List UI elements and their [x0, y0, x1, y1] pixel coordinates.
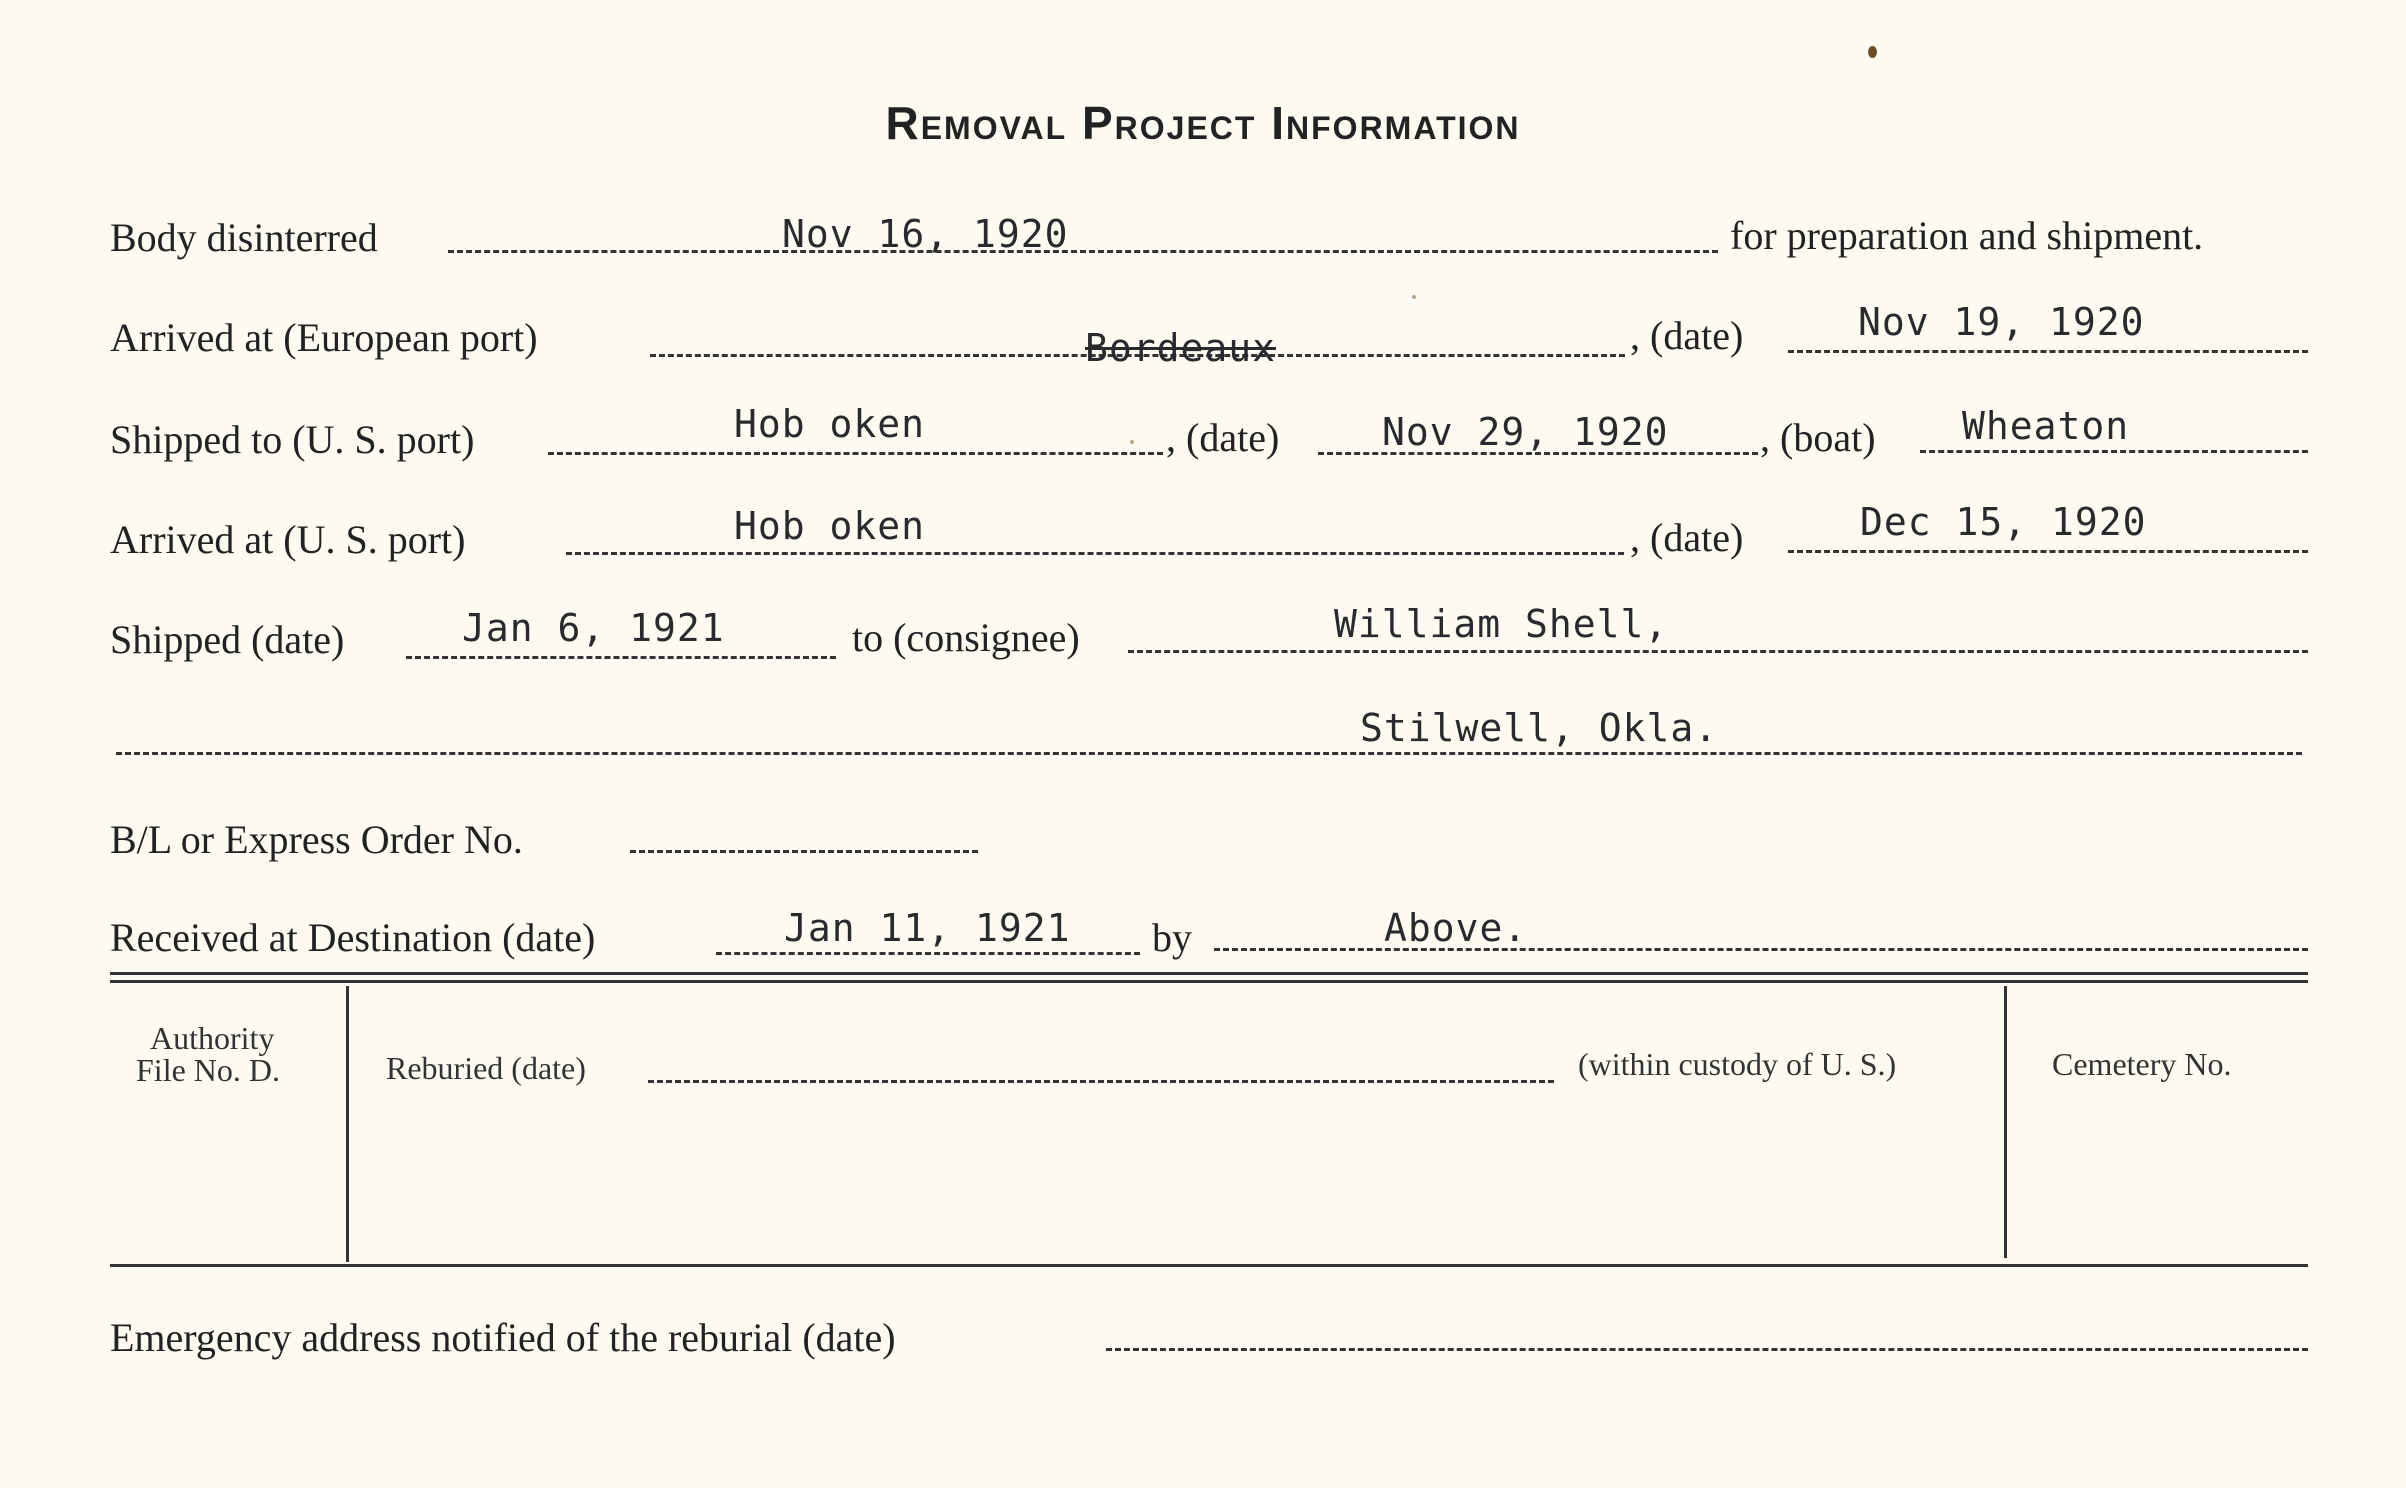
- shipped-date: Jan 6, 1921: [462, 606, 725, 650]
- arrived-us-label: Arrived at (U. S. port): [110, 517, 466, 562]
- shipped-us-port: Hob oken: [734, 402, 926, 446]
- emergency-label: Emergency address notified of the reburial (date): [110, 1315, 896, 1360]
- arrived-us-date-line: [1788, 550, 2308, 553]
- arrived-european-date-label: , (date): [1630, 313, 1744, 358]
- received-date: Jan 11, 1921: [784, 906, 1071, 950]
- box-bottom-rule: [110, 1264, 2308, 1267]
- received-date-line: [716, 952, 1140, 955]
- consignee-name: William Shell,: [1334, 602, 1669, 646]
- arrived-european-date: Nov 19, 1920: [1858, 300, 2145, 344]
- reburied-label: Reburied (date): [386, 1050, 586, 1086]
- arrived-european-label: Arrived at (European port): [110, 315, 538, 360]
- arrived-european-port: Bordeaux: [1085, 326, 1277, 370]
- bl-order-line: [630, 850, 978, 853]
- shipped-us-label: Shipped to (U. S. port): [110, 417, 475, 462]
- arrived-us-date: Dec 15, 1920: [1860, 500, 2147, 544]
- received-by-line: [1214, 948, 2308, 951]
- shipped-us-boat-label: , (boat): [1760, 415, 1876, 460]
- box-divider-left: [346, 986, 349, 1262]
- shipped-us-boat-line: [1920, 450, 2308, 453]
- authority-label-line1: Authority: [150, 1020, 275, 1056]
- box-top-rule-1: [110, 972, 2308, 975]
- consignee-address: Stilwell, Okla.: [1360, 706, 1719, 750]
- disinterred-line: [448, 250, 1718, 253]
- emergency-line: [1106, 1348, 2308, 1351]
- authority-label-line2: File No. D.: [136, 1052, 280, 1088]
- box-top-rule-2: [110, 980, 2308, 983]
- shipped-date-line: [406, 656, 836, 659]
- arrived-us-port-line: [566, 552, 1624, 555]
- cemetery-label: Cemetery No.: [2052, 1046, 2232, 1082]
- shipped-label: Shipped (date): [110, 617, 345, 662]
- consignee-line: [1128, 650, 2308, 653]
- arrived-us-port: Hob oken: [734, 504, 926, 548]
- received-by: Above.: [1384, 906, 1528, 950]
- box-divider-right: [2004, 986, 2007, 1258]
- disinterred-label: Body disinterred: [110, 215, 378, 260]
- shipped-us-date-label: , (date): [1166, 415, 1280, 460]
- arrived-european-date-line: [1788, 350, 2308, 353]
- custody-label: (within custody of U. S.): [1578, 1046, 1897, 1082]
- reburied-line: [648, 1080, 1554, 1083]
- bl-order-label: B/L or Express Order No.: [110, 817, 523, 862]
- received-by-label: by: [1152, 915, 1192, 960]
- received-label: Received at Destination (date): [110, 915, 596, 960]
- shipped-us-date: Nov 29, 1920: [1382, 410, 1669, 454]
- disinterred-value: Nov 16, 1920: [782, 212, 1069, 256]
- paper-speck: [1868, 46, 1877, 58]
- consignee-address-line: [116, 752, 2302, 755]
- shipped-us-port-line: [548, 452, 1163, 455]
- shipped-us-boat: Wheaton: [1962, 404, 2130, 448]
- paper-speck: [1412, 295, 1416, 299]
- arrived-us-date-label: , (date): [1630, 515, 1744, 560]
- disinterred-suffix: for preparation and shipment.: [1730, 213, 2204, 258]
- paper-speck: [1130, 440, 1134, 444]
- consignee-label: to (consignee): [852, 615, 1080, 660]
- card-title: Removal Project Information: [885, 97, 1521, 149]
